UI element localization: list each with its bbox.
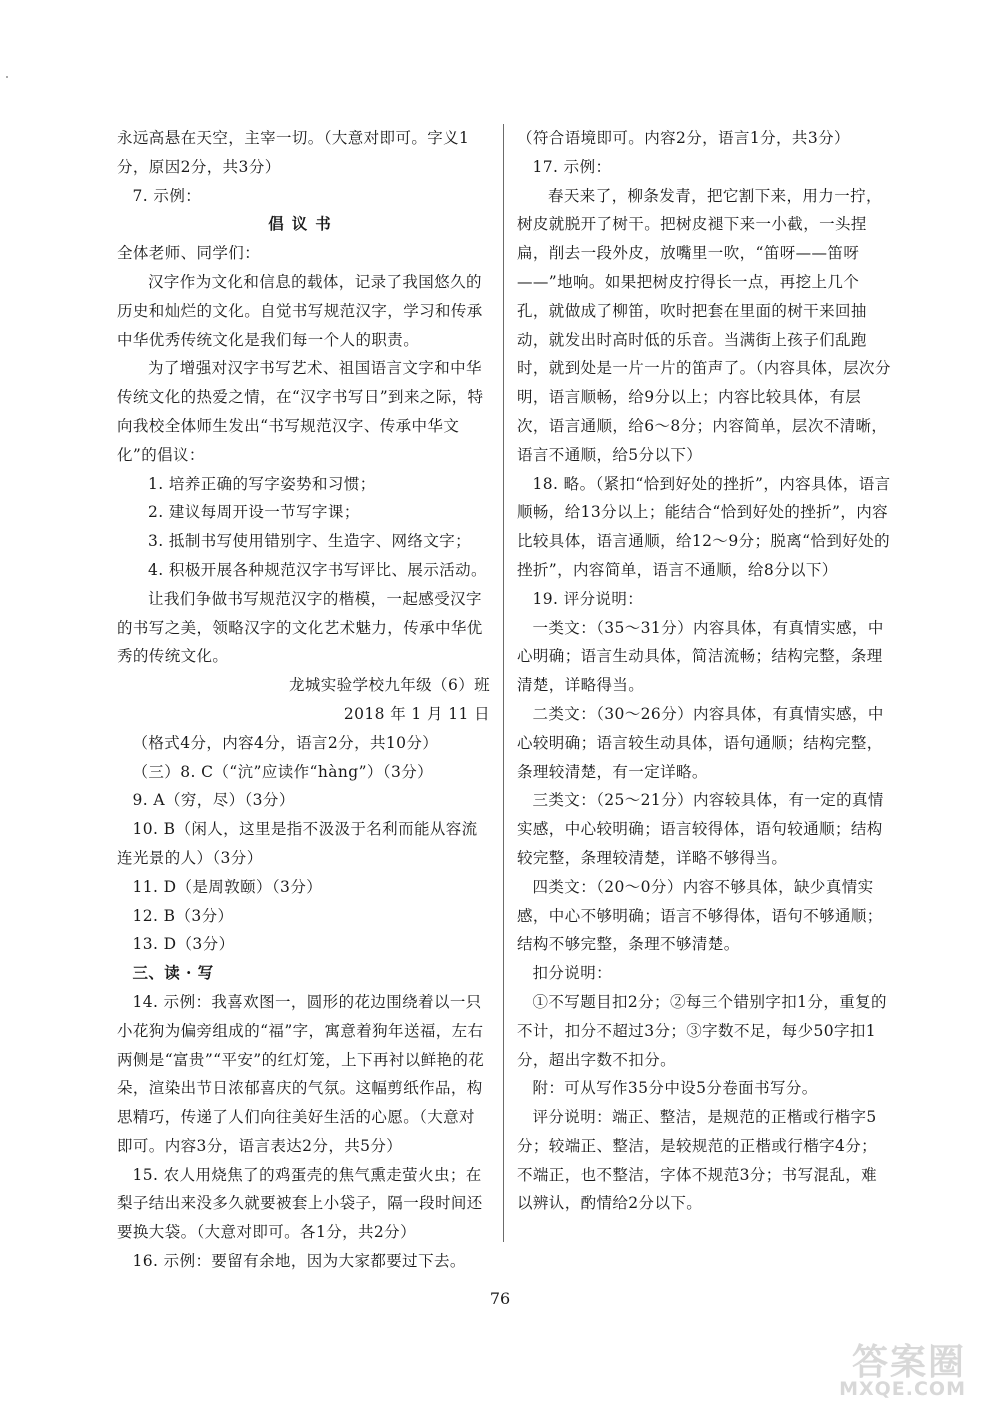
left-column-paragraph: （三）8. C（“沆”应读作“hàng”）（3分） [132,762,434,781]
left-column-paragraph: 2. 建议每周开设一节写字课； [148,503,360,522]
left-column-paragraph: 三、读 · 写 [132,963,214,983]
right-column-paragraph: 一类文：（35～31分）内容具体，有真情实感，中心明确；语言生动具体，简洁流畅；结构完整，条理清楚，详略得当。 [517,618,884,695]
left-column-paragraph: 3. 抵制书写使用错别字、生造字、网络文字； [148,532,472,551]
right-column-paragraph: 春天来了，柳条发青，把它割下来，用力一拧，树皮就脱开了树干。把树皮褪下来一小截，一头捏扁，削去一段外皮，放嘴里一吹，“笛呀——笛呀——”地响。如果把树皮拧得长一点，再挖上几个孔，就做成了柳笛，吹时把套在里面的树干来回抽动，就发出时高时低的乐音。当满街上孩子们乱跑时，就到处是一片一片的笛声了。（内容具体，层次分明，语言顺畅，给9分以上；内容比较具体，有层次，语言通顺，给6～8分；内容简单，层次不清晰，语言不通顺，给5分以下） [517,186,891,464]
left-column-paragraph: 4. 积极开展各种规范汉字书写评比、展示活动。 [148,560,487,579]
right-column-paragraph: 附：可从写作35分中设5分卷面书写分。 [532,1079,818,1098]
left-column-paragraph: 7. 示例： [132,186,202,205]
right-column-paragraph: 二类文：（30～26分）内容具体，有真情实感，中心较明确；语言较生动具体，语句通顺；结构完整，条理较清楚，有一定详略。 [517,704,884,781]
scan-mark [6,76,8,78]
right-column-paragraph: 18. 略。（紧扣“恰到好处的挫折”，内容具体，语言顺畅，给13分以上；能结合“恰到好处的挫折”，内容比较具体，语言通顺，给12～9分；脱离“恰到好处的挫折”，内容简单，语言不通顺，给8分以下） [517,474,891,579]
left-column-paragraph: 倡议书 [268,214,339,234]
left-column-paragraph: （格式4分，内容4分，语言2分，共10分） [132,733,439,752]
left-column-paragraph: 为了增强对汉字书写艺术、祖国语言文字和中华传统文化的热爱之情，在“汉字书写日”到来之际，特向我校全体师生发出“书写规范汉字、传承中华文化”的倡议： [117,359,484,464]
watermark-url: MXQE.COM [839,1378,966,1400]
right-column-paragraph: （符合语境即可。内容2分，语言1分，共3分） [517,129,850,147]
left-column-paragraph: 9. A（穷，尽）（3分） [132,791,295,810]
left-column-paragraph: 12. B（3分） [132,906,234,925]
right-column-paragraph: 评分说明：端正、整洁，是规范的正楷或行楷字5分；较端正、整洁，是较规范的正楷或行楷字4分；不端正，也不整洁，字体不规范3分；书写混乱，难以辨认，酌情给2分以下。 [517,1108,878,1213]
watermark-text: 答案圈 [851,1342,966,1383]
left-column-paragraph: 汉字作为文化和信息的载体，记录了我国悠久的历史和灿烂的文化。自觉书写规范汉字，学习和传承中华优秀传统文化是我们每一个人的职责。 [117,272,483,349]
right-column-paragraph: ①不写题目扣2分；②每三个错别字扣1分，重复的不计，扣分不超过3分；③字数不足，每少50字扣1分，超出字数不扣分。 [517,992,887,1069]
left-column-paragraph: 全体老师、同学们： [117,244,261,263]
left-column-paragraph: 1. 培养正确的写字姿势和习惯； [148,474,376,493]
left-column-paragraph: 2018 年 1 月 11 日 [343,704,490,723]
left-column-paragraph: 10. B（闲人，这里是指不汲汲于名利而能从容流连光景的人）（3分） [117,820,478,867]
left-column-paragraph: 11. D（是周敦颐）（3分） [132,877,323,896]
right-column-paragraph: 三类文：（25～21分）内容较具体，有一定的真情实感，中心较明确；语言较得体，语句较通顺；结构较完整，条理较清楚，详略不够得当。 [517,791,884,867]
left-column-paragraph: 14. 示例：我喜欢图一，圆形的花边围绕着以一只小花狗为偏旁组成的“福”字，寓意着狗年送福，左右两侧是“富贵”“平安”的红灯笼，上下再衬以鲜艳的花朵，渲染出节日浓郁喜庆的气氛。这幅剪纸作品，构思精巧，传递了人们向往美好生活的心愿。（大意对即可。内容3分，语言表达2分，共5分） [117,992,485,1155]
left-column-paragraph: 15. 农人用烧焦了的鸡蛋壳的焦气熏走萤火虫；在梨子结出来没多久就要被套上小袋子，隔一段时间还要换大袋。（大意对即可。各1分，共2分） [117,1165,483,1242]
left-column-paragraph: 13. D（3分） [132,935,235,954]
left-column [117,124,490,1276]
left-column-paragraph: 永远高悬在天空，主宰一切。（大意对即可。字义1分，原因2分，共3分） [117,129,470,176]
page-number: 76 [489,1289,511,1308]
right-column-paragraph: 17. 示例： [532,157,612,176]
right-column-paragraph: 四类文：（20～0分）内容不够具体，缺少真情实感，中心不够明确；语言不够得体，语句不够通顺；结构不够完整，条理不够清楚。 [517,877,883,954]
right-column-paragraph: 扣分说明： [532,964,613,983]
left-column-paragraph: 让我们争做书写规范汉字的楷模，一起感受汉字的书写之美，领略汉字的文化艺术魅力，传承中华优秀的传统文化。 [117,589,483,666]
left-column-paragraph: 龙城实验学校九年级（6）班 [288,676,490,695]
right-column [517,124,891,1218]
right-column-paragraph: 19. 评分说明： [532,589,644,608]
watermark-logo [820,1334,970,1400]
column-divider [503,124,504,1242]
left-column-paragraph: 16. 示例：要留有余地，因为大家都要过下去。 [132,1252,466,1271]
